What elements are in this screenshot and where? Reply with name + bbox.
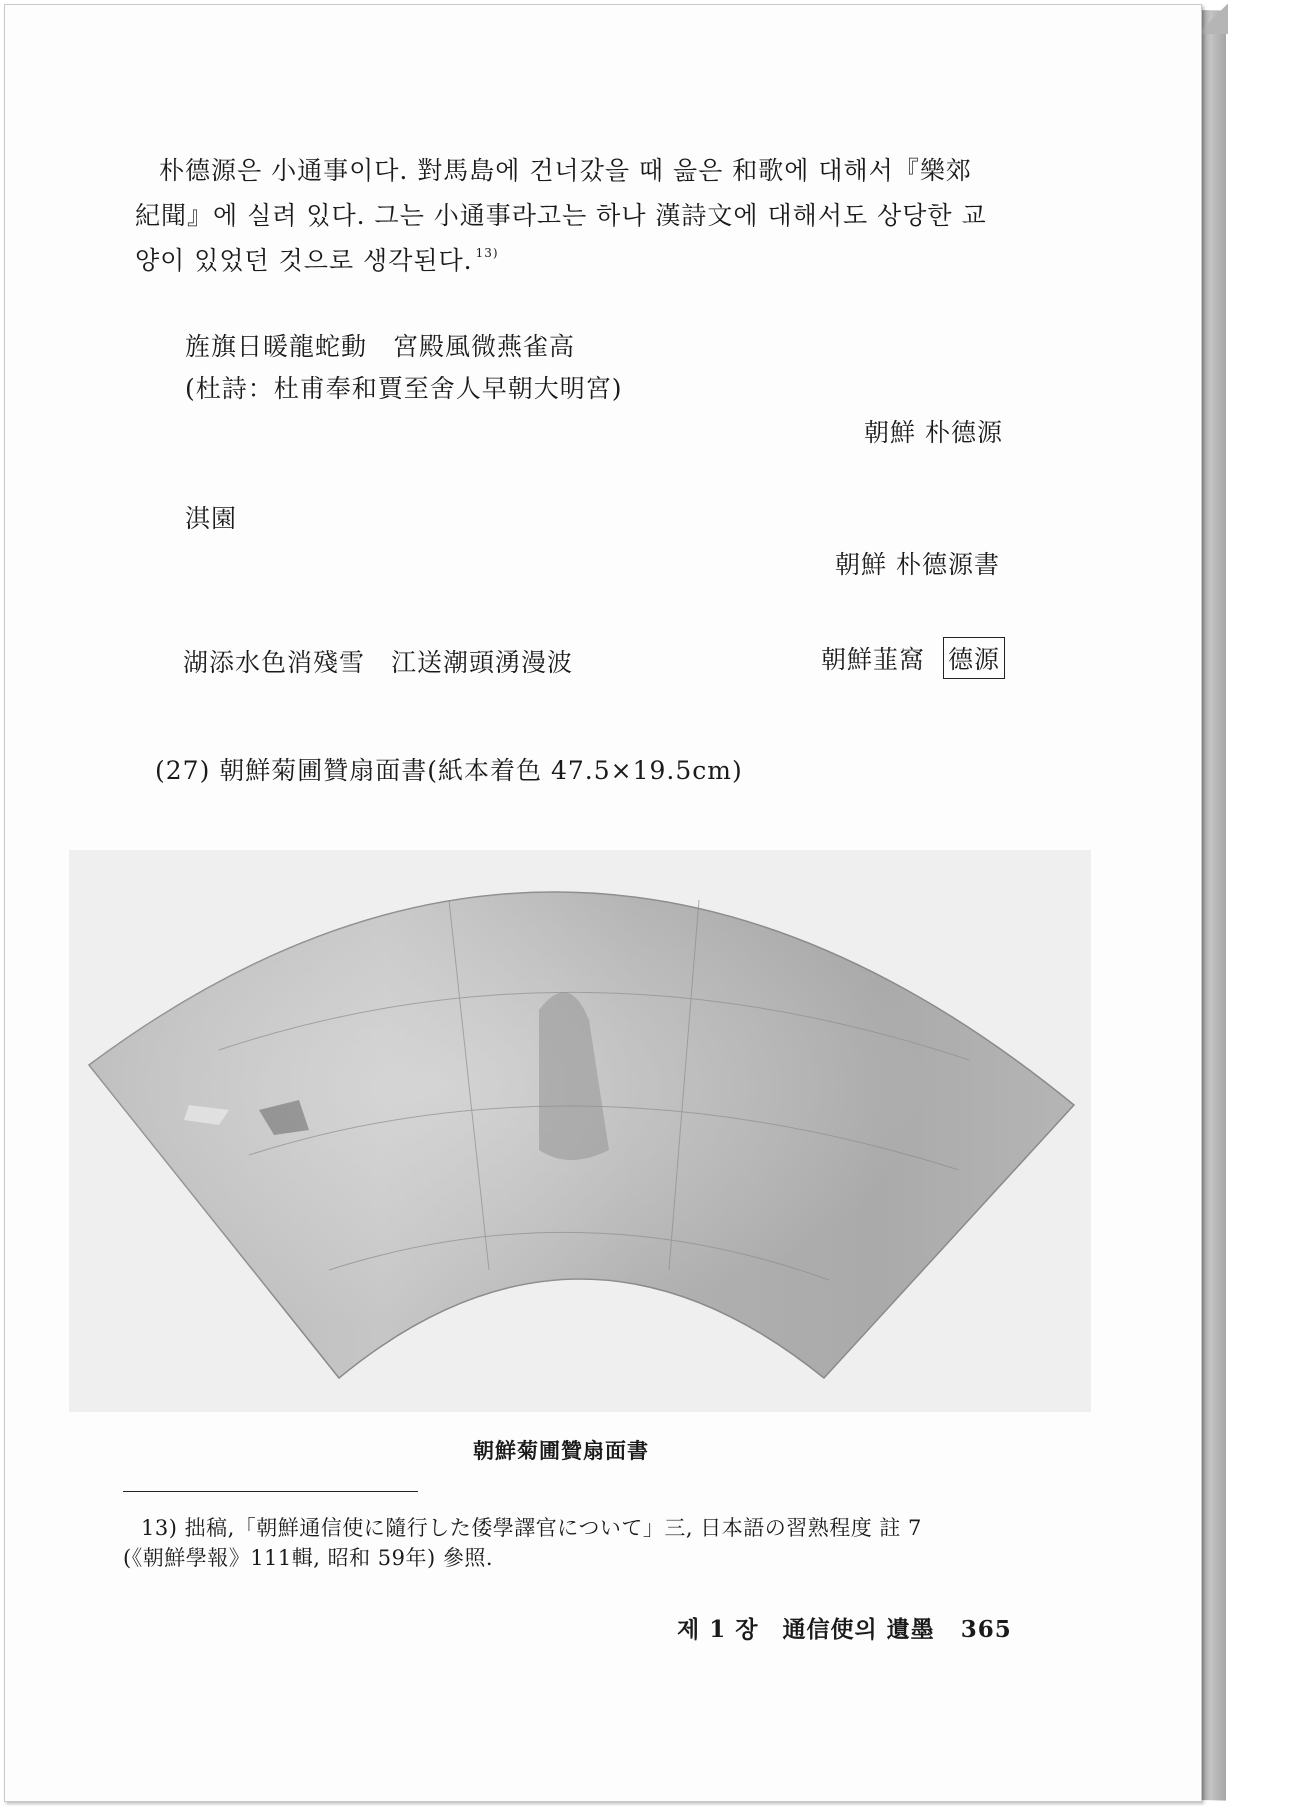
fan-painting-image (69, 850, 1091, 1412)
poem1-source: (杜詩：杜甫奉和賈至舍人早朝大明宮) (185, 374, 623, 403)
page-number: 365 (960, 1616, 1012, 1643)
poem2-signature: 朝鮮 朴德源書 (835, 550, 1000, 579)
seal-stamp: 德源 (943, 637, 1005, 679)
footnote-line-1: 13) 拙稿,「朝鮮通信使に隨行した倭學譯官について」三, 日本語の習熟程度 註 7 (141, 1516, 922, 1540)
page-edge (1200, 10, 1226, 1801)
figure-heading: (27) 朝鮮菊圃贊扇面書(紙本着色 47.5×19.5cm) (155, 756, 743, 785)
poem1-signature: 朝鮮 朴德源 (864, 418, 1003, 447)
running-footer (677, 1611, 1012, 1644)
body-line-2: 紀聞』에 실려 있다. 그는 小通事라고는 하나 漢詩文에 대해서도 상당한 교 (135, 201, 987, 230)
page-corner (1198, 4, 1228, 34)
figure-caption: 朝鮮菊圃贊扇面書 (473, 1438, 649, 1463)
footnote-line-2: (《朝鮮學報》111輯, 昭和 59年) 參照. (123, 1546, 494, 1570)
body-line-3 (135, 241, 499, 277)
poem3-text: 湖添水色消殘雪 江送潮頭湧漫波 (183, 648, 574, 677)
poem1-text: 旌旗日暖龍蛇動 宮殿風微燕雀高 (185, 332, 576, 361)
running-footer-chapter: 제 1 장 通信使의 遺墨 (677, 1616, 935, 1643)
body-line-1: 朴德源은 小通事이다. 對馬島에 건너갔을 때 읊은 和歌에 대해서『樂郊 (159, 156, 972, 185)
footnote-ref: 13) (475, 246, 499, 260)
book-page (4, 4, 1202, 1802)
body-line-3-text: 양이 있었던 것으로 생각된다. (135, 246, 473, 275)
footnote-rule (123, 1491, 418, 1492)
fan-painting-photo (69, 850, 1091, 1412)
poem3-signature: 朝鮮韮窩 (821, 645, 926, 674)
poem3-signature-block (821, 637, 1005, 679)
poem2-text: 淇園 (185, 504, 238, 533)
